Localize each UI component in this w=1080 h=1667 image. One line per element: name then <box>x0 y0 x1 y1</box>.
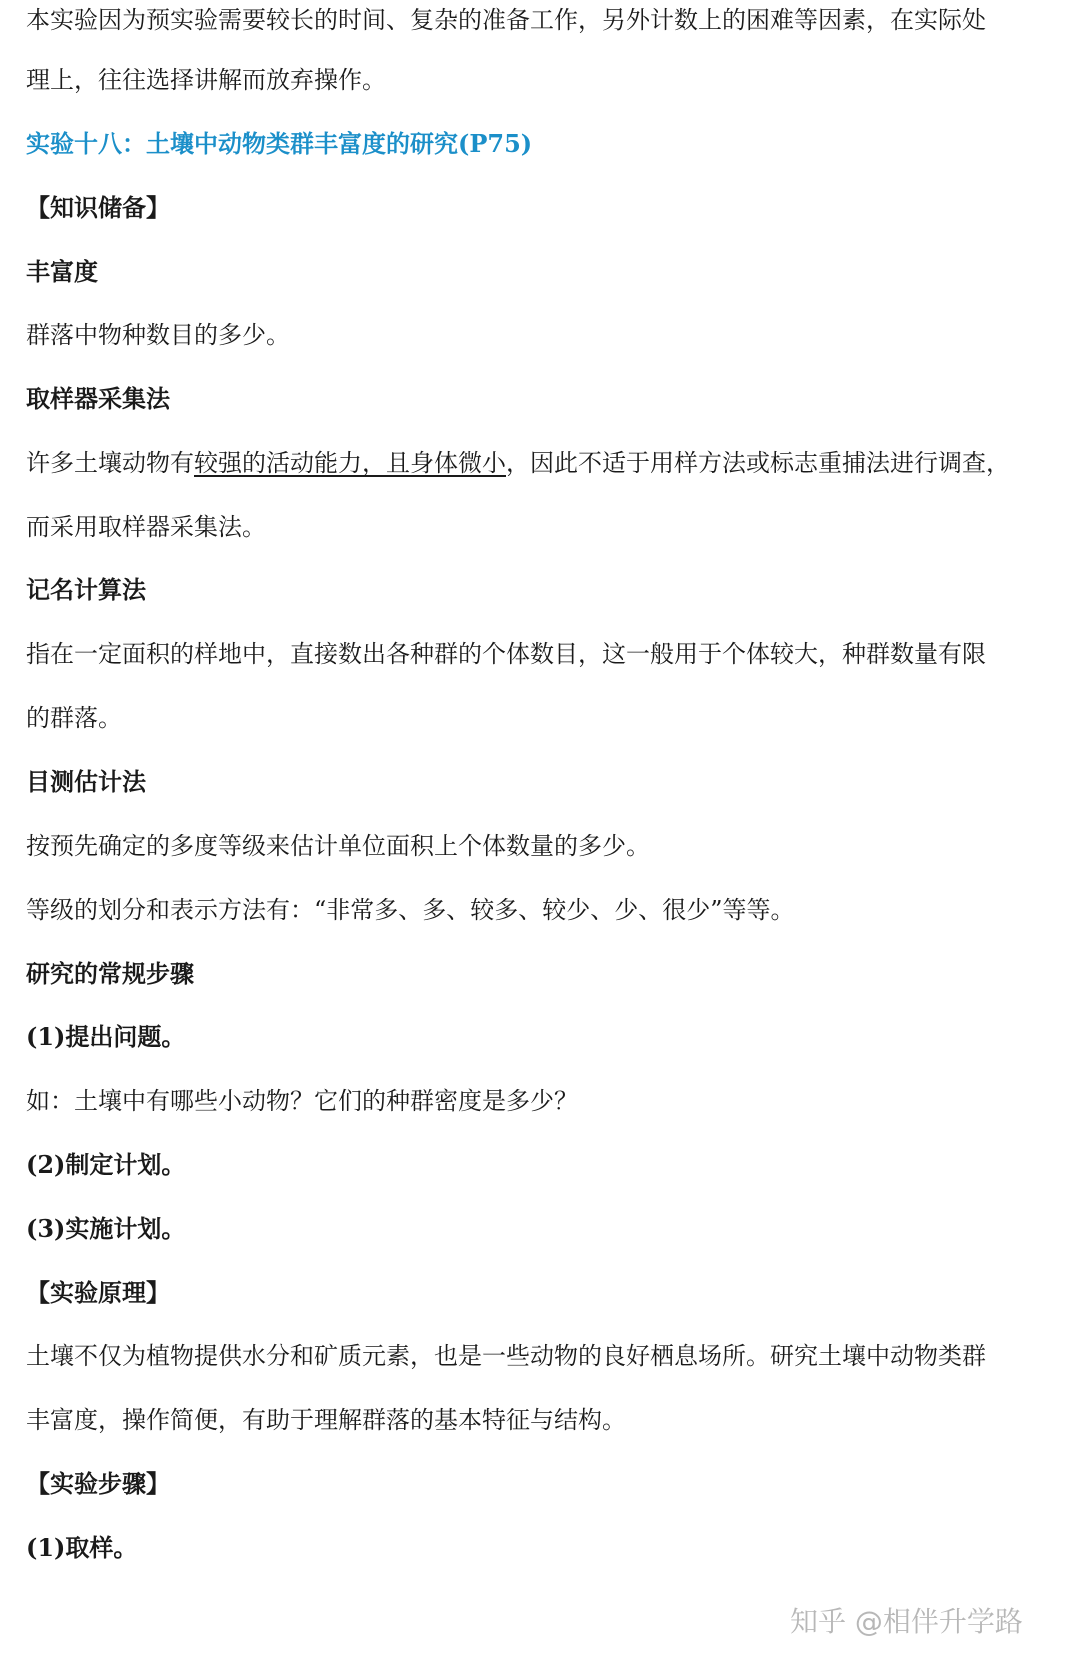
principle-text-line-2: 丰富度，操作简便，有助于理解群落的基本特征与结构。 <box>26 1406 626 1434</box>
step-1: (1)提出问题。 <box>26 1022 186 1051</box>
estimate-definition-line-1: 按预先确定的多度等级来估计单位面积上个体数量的多少。 <box>26 832 650 860</box>
estimate-definition-line-2: 等级的划分和表示方法有：“非常多、多、较多、较少、少、很少”等等。 <box>26 896 795 924</box>
procedure-step-1: (1)取样。 <box>26 1533 138 1562</box>
experiment-title: 实验十八：土壤中动物类群丰富度的研究(P75) <box>26 129 533 158</box>
principle-text-line-1: 土壤不仅为植物提供水分和矿质元素，也是一些动物的良好栖息场所。研究土壤中动物类群 <box>26 1342 986 1370</box>
richness-definition: 群落中物种数目的多少。 <box>26 321 290 349</box>
zhihu-watermark: 知乎 @相伴升学路 <box>790 1605 1023 1638</box>
principle-section-header: 【实验原理】 <box>26 1278 170 1307</box>
step-2: (2)制定计划。 <box>26 1150 186 1179</box>
intro-text-line-1: 本实验因为预实验需要较长的时间、复杂的准备工作，另外计数上的困难等因素，在实际处 <box>26 6 986 34</box>
intro-text-line-2: 理上，往往选择讲解而放弃操作。 <box>26 66 386 94</box>
step-3: (3)实施计划。 <box>26 1214 186 1243</box>
count-method-term: 记名计算法 <box>26 575 146 604</box>
step-1-example: 如：土壤中有哪些小动物？它们的种群密度是多少？ <box>26 1087 578 1115</box>
sampler-definition-line-1 <box>26 443 1054 483</box>
sampler-method-term: 取样器采集法 <box>26 384 170 413</box>
general-steps-term: 研究的常规步骤 <box>26 959 194 988</box>
richness-term: 丰富度 <box>26 257 98 286</box>
underlined-phrase: 较强的活动能力，且身体微小 <box>194 449 506 477</box>
knowledge-section-header: 【知识储备】 <box>26 193 170 222</box>
count-definition-line-2: 的群落。 <box>26 704 122 732</box>
count-definition-line-1: 指在一定面积的样地中，直接数出各种群的个体数目，这一般用于个体较大，种群数量有限 <box>26 640 986 668</box>
estimate-method-term: 目测估计法 <box>26 767 146 796</box>
sampler-definition-lead: 许多土壤动物有 <box>26 449 194 477</box>
sampler-definition-line-2: 而采用取样器采集法。 <box>26 513 266 541</box>
procedure-section-header: 【实验步骤】 <box>26 1469 170 1498</box>
sampler-definition-tail: ，因此不适于用样方法或标志重捕法进行调查， <box>506 449 1010 477</box>
